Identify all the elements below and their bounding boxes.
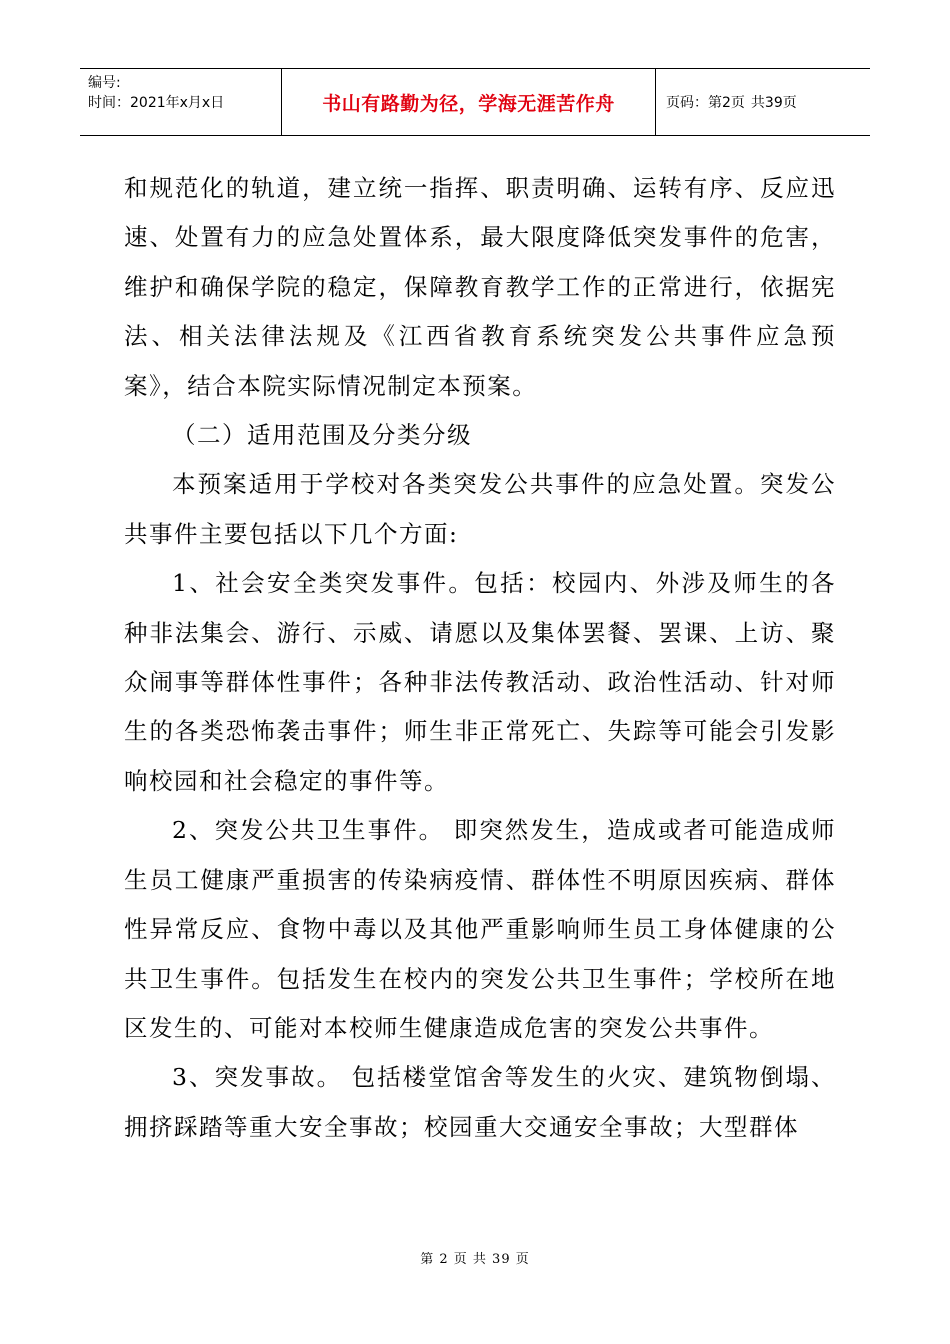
header-motto: 书山有路勤为径，学海无涯苦作舟 — [282, 69, 656, 135]
serial-number-label: 编号: — [88, 75, 121, 91]
header-meta — [80, 69, 282, 135]
total-pages-label: 共39页 — [750, 95, 797, 111]
paragraph-social-security: 1、社会安全类突发事件。包括：校园内、外涉及师生的各种非法集会、游行、示威、请愿以及集体罢餐、罢课、上访、聚众闹事等群体性事件；各种非法传教活动、政治性活动、针对师生的各类恐怖袭击事件；师生非正常死亡、失踪等可能会引发影响校园和社会稳定的事件等。 — [124, 569, 836, 795]
paragraph-public-health: 2、突发公共卫生事件。 即突然发生，造成或者可能造成师生员工健康严重损害的传染病疫情、群体性不明原因疾病、群体性异常反应、食物中毒以及其他严重影响师生员工身体健康的公共卫生事件。包括发生在校内的突发公共卫生事件；学校所在地区发生的、可能对本校师生健康造成危害的突发公共事件。 — [124, 816, 836, 1042]
page-footer: 第 2 页 共 39 页 — [420, 1252, 530, 1267]
document-body — [124, 164, 836, 1152]
time-label: 时间：2021年x月x日 — [88, 95, 225, 111]
header-page-info — [656, 69, 870, 135]
section-heading-scope: （二）适用范围及分类分级 — [172, 421, 472, 450]
paragraph-accidents: 3、突发事故。 包括楼堂馆舍等发生的火灾、建筑物倒塌、拥挤踩踏等重大安全事故；校园重大交通安全事故；大型群体 — [124, 1063, 836, 1141]
paragraph-scope-intro: 本预案适用于学校对各类突发公共事件的应急处置。突发公共事件主要包括以下几个方面: — [124, 470, 836, 548]
page-number-label: 页码：第2页 — [666, 95, 745, 111]
page-header — [80, 68, 870, 136]
paragraph-continuation: 和规范化的轨道，建立统一指挥、职责明确、运转有序、反应迅速、处置有力的应急处置体系，最大限度降低突发事件的危害，维护和确保学院的稳定，保障教育教学工作的正常进行，依据宪法、相关法律法规及《江西省教育系统突发公共事件应急预案》，结合本院实际情况制定本预案。 — [124, 174, 836, 400]
